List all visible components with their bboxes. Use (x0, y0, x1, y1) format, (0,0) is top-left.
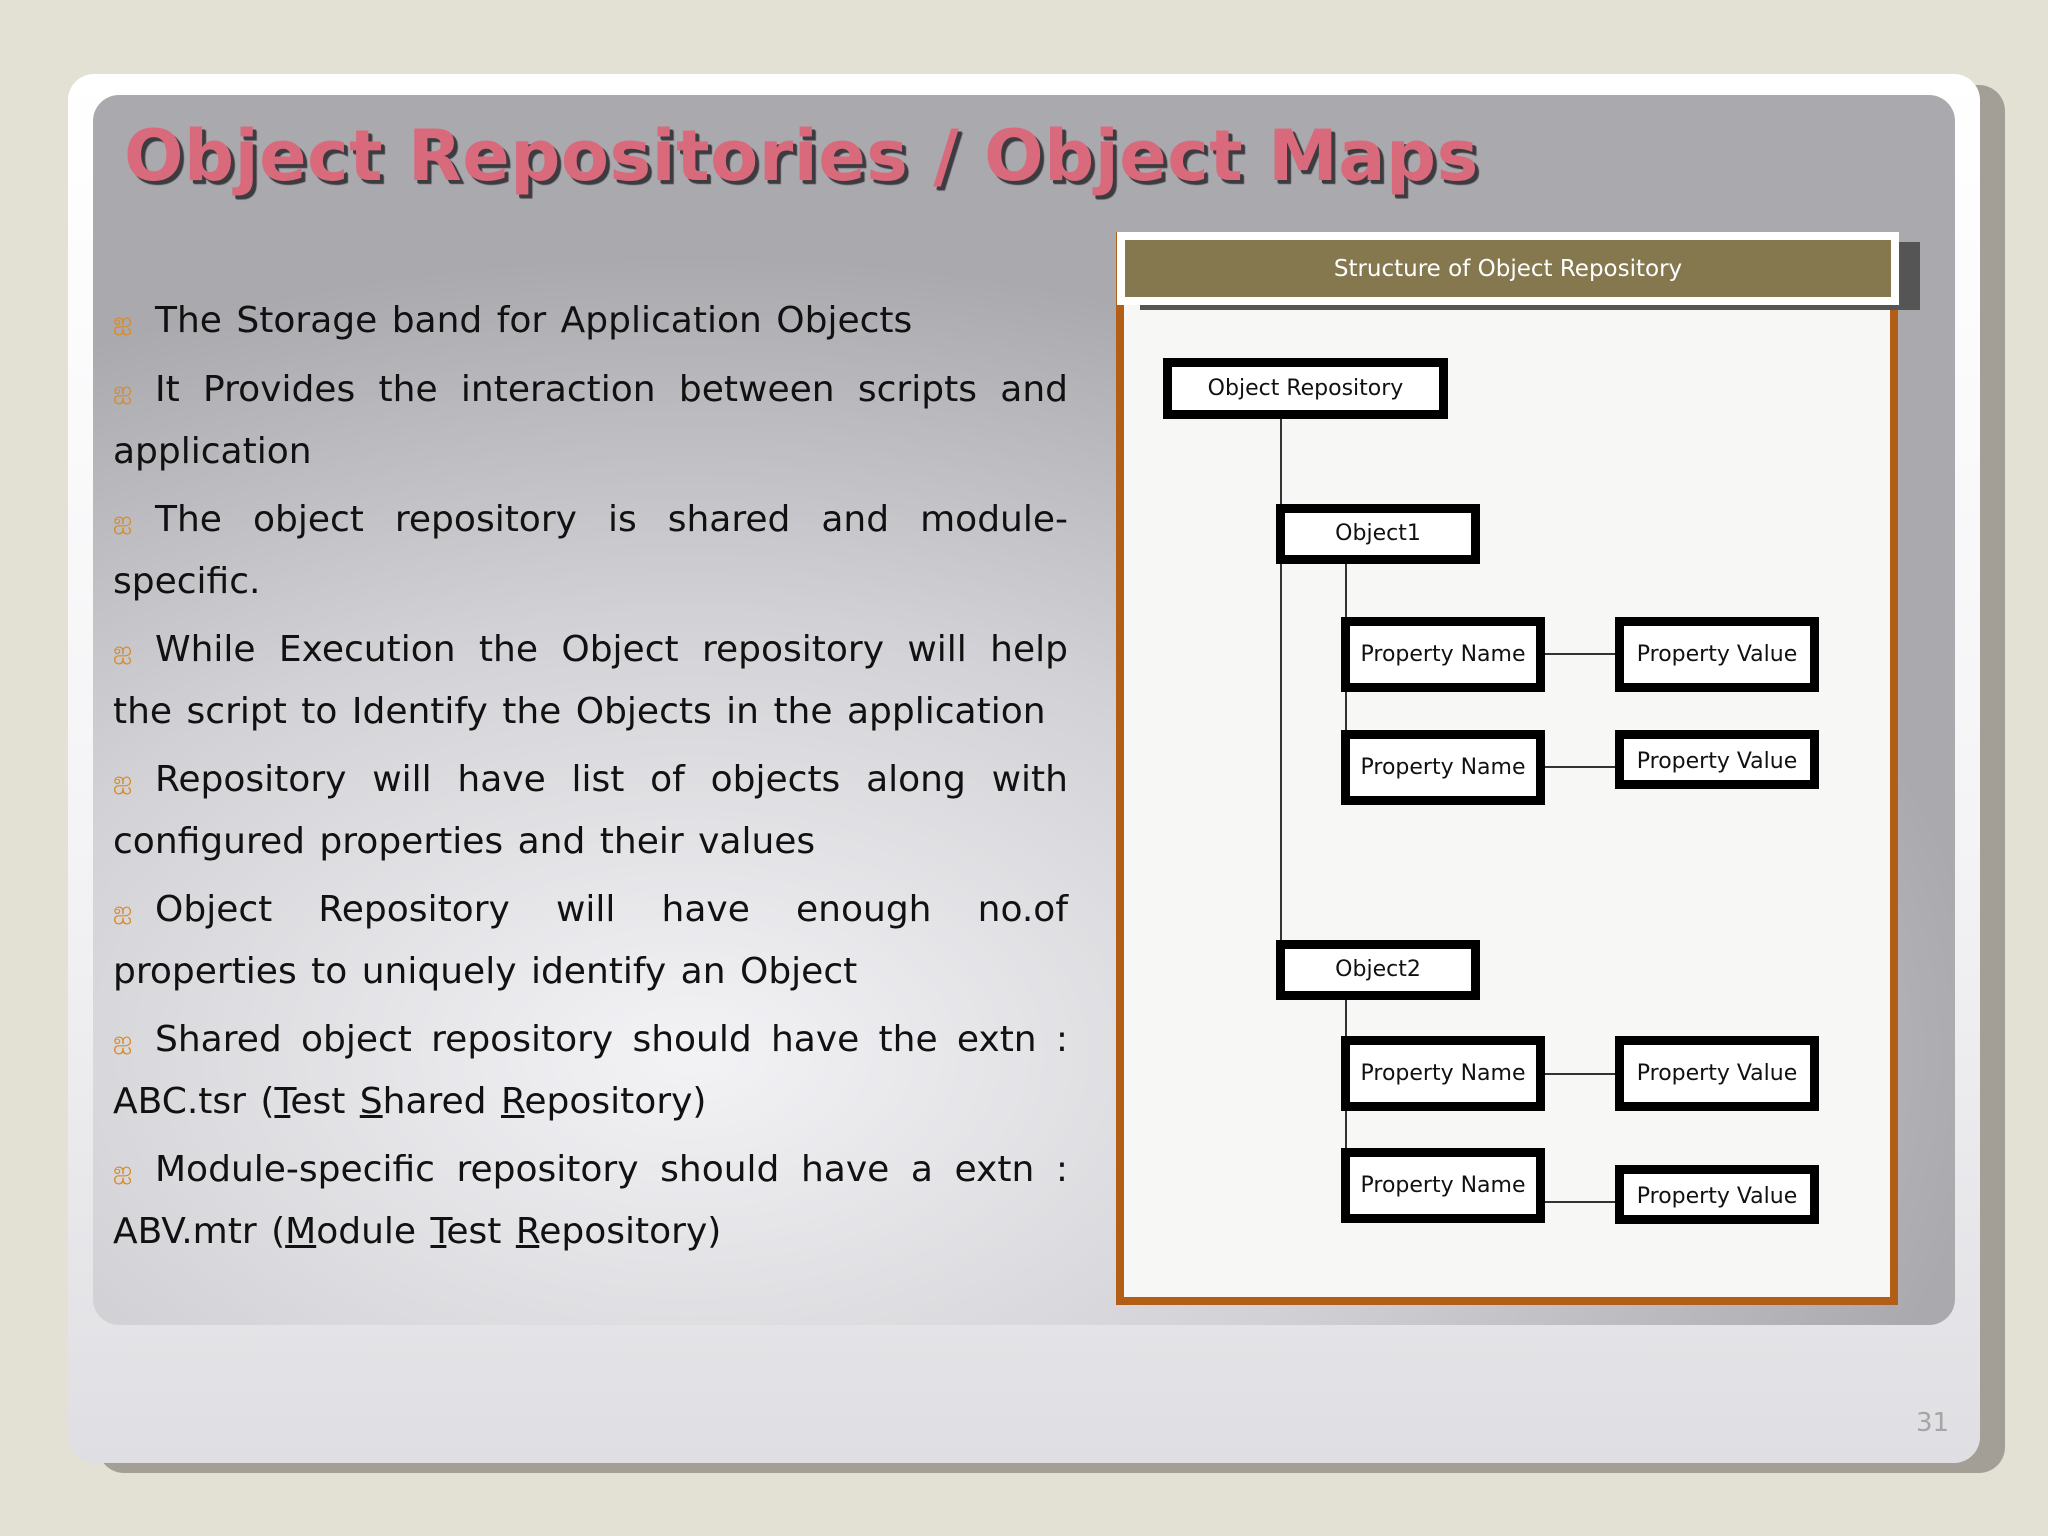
bullet-icon: ஐ (113, 895, 133, 924)
property-value-node: Property Value (1615, 1165, 1819, 1224)
connector-line (1540, 766, 1618, 768)
bullet-item: ஐ It Provides the interaction between scripts and application (113, 359, 1068, 483)
bullet-item: ஐ Shared object repository should have the extn : ABC.tsr (Test Shared Repository) (113, 1009, 1068, 1133)
bullet-item: ஐ The object repository is shared and module-specific. (113, 489, 1068, 613)
bullet-item: ஐ While Execution the Object repository will help the script to Identify the Objects in the application (113, 619, 1068, 743)
bullet-icon: ஐ (113, 635, 133, 664)
property-name-node: Property Name (1341, 1036, 1545, 1111)
property-name-node: Property Name (1341, 730, 1545, 805)
object1-node: Object1 (1276, 504, 1480, 564)
bullet-icon: ஐ (113, 375, 133, 404)
connector-line (1280, 412, 1282, 942)
bullet-icon: ஐ (113, 505, 133, 534)
bullet-item: ஐ The Storage band for Application Objects (113, 290, 1068, 353)
page-number: 31 (1916, 1408, 1950, 1438)
property-name-node: Property Name (1341, 1148, 1545, 1223)
property-value-node: Property Value (1615, 617, 1819, 692)
property-value-node: Property Value (1615, 730, 1819, 789)
bullet-item: ஐ Repository will have list of objects along with configured properties and their values (113, 749, 1068, 873)
property-value-node: Property Value (1615, 1036, 1819, 1111)
slide-title: Object Repositories / Object Maps (124, 115, 1479, 197)
object2-node: Object2 (1276, 940, 1480, 1000)
bullet-item: ஐ Object Repository will have enough no.of properties to uniquely identify an Object (113, 879, 1068, 1003)
bullet-icon: ஐ (113, 765, 133, 794)
object-repository-node: Object Repository (1163, 358, 1448, 419)
property-name-node: Property Name (1341, 617, 1545, 692)
bullet-list (113, 290, 1068, 1269)
diagram-header: Structure of Object Repository (1125, 240, 1891, 297)
connector-line (1540, 1201, 1618, 1203)
bullet-item: ஐ Module-specific repository should have a extn : ABV.mtr (Module Test Repository) (113, 1139, 1068, 1263)
connector-line (1540, 1073, 1618, 1075)
bullet-icon: ஐ (113, 307, 133, 335)
bullet-icon: ஐ (113, 1025, 133, 1054)
connector-line (1540, 653, 1618, 655)
bullet-icon: ஐ (113, 1155, 133, 1184)
